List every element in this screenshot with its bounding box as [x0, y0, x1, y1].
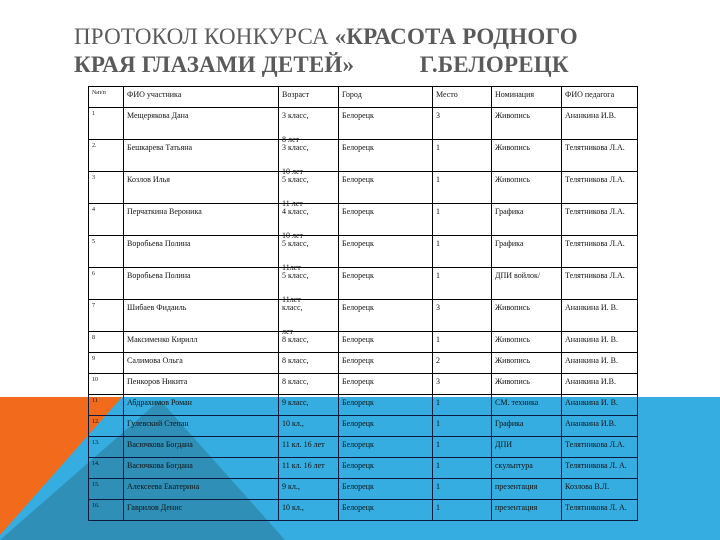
cell-row-number [89, 268, 124, 300]
column-header: Место [433, 87, 492, 108]
nomination: Графика [495, 207, 524, 216]
city: Белорецк [342, 239, 374, 248]
row-number: 10 [92, 377, 98, 383]
cell-city [339, 353, 433, 374]
cell-row-number [89, 458, 124, 479]
place: 2 [436, 356, 440, 365]
age: 5 класс, [282, 271, 309, 280]
participant-name: Мещерякова Дана [127, 111, 189, 120]
row-number: 12. [92, 419, 100, 425]
city: Белорецк [342, 419, 374, 428]
cell-row-number [89, 300, 124, 332]
teacher: Козлова В.Л. [565, 482, 610, 491]
cell-nomination [492, 374, 562, 395]
cell-city [339, 458, 433, 479]
cell-city [339, 332, 433, 353]
city: Белорецк [342, 461, 374, 470]
cell-participant-name [124, 479, 279, 500]
cell-participant-name [124, 204, 279, 236]
cell-participant-name [124, 458, 279, 479]
age: 8 класс, [282, 377, 309, 386]
page-title-line-2 [74, 52, 569, 78]
cell-nomination [492, 416, 562, 437]
nomination: Живопись [495, 377, 530, 386]
row-number: 6 [92, 271, 95, 277]
teacher: Телятникова Л.А. [565, 143, 625, 152]
cell-place [433, 458, 492, 479]
participant-name: Шибаев Фидаиль [127, 303, 187, 312]
place: 1 [436, 175, 440, 184]
cell-participant-name [124, 300, 279, 332]
cell-participant-name [124, 395, 279, 416]
table-row [89, 332, 638, 353]
row-number: 13. [92, 440, 100, 446]
row-number: 7 [92, 303, 95, 309]
cell-participant-name [124, 353, 279, 374]
nomination: Живопись [495, 143, 530, 152]
row-number: 4 [92, 207, 95, 213]
age: 9 класс, [282, 398, 309, 407]
nomination: Живопись [495, 356, 530, 365]
city: Белорецк [342, 440, 374, 449]
city: Белорецк [342, 175, 374, 184]
teacher: Телятникова Л.А. [565, 440, 625, 449]
age: 5 класс, [282, 175, 309, 184]
participant-name: Гаврилов Денис [127, 503, 183, 512]
city: Белорецк [342, 356, 374, 365]
place: 3 [436, 377, 440, 386]
city: Белорецк [342, 503, 374, 512]
cell-city [339, 374, 433, 395]
results-table [88, 86, 638, 521]
city: Белорецк [342, 482, 374, 491]
table-row [89, 458, 638, 479]
teacher: Ананкина И.В. [565, 111, 617, 120]
cell-age [279, 479, 339, 500]
age-years: 11лет [282, 295, 301, 304]
cell-city [339, 140, 433, 172]
age: 9 кл., [282, 482, 300, 491]
teacher: Ананкина И. В. [565, 356, 619, 365]
nomination: скульптура [495, 461, 533, 470]
place: 3 [436, 303, 440, 312]
participant-name: Максименко Кирилл [127, 335, 198, 344]
cell-teacher [562, 236, 638, 268]
teacher: Ананкина И. В. [565, 398, 619, 407]
teacher: Ананкина И. В. [565, 335, 619, 344]
cell-row-number [89, 395, 124, 416]
cell-teacher [562, 458, 638, 479]
city: Белорецк [342, 377, 374, 386]
cell-age [279, 353, 339, 374]
participant-name: Гулевский Степан [127, 419, 189, 428]
cell-teacher [562, 140, 638, 172]
cell-age [279, 416, 339, 437]
title-part: ПРОТОКОЛ КОНКУРСА [74, 24, 335, 49]
row-number: 14. [92, 461, 100, 467]
place: 1 [436, 239, 440, 248]
teacher: Телятникова Л. А. [565, 503, 627, 512]
cell-nomination [492, 458, 562, 479]
cell-age [279, 500, 339, 521]
age-years: 11 лет [282, 199, 303, 208]
teacher: Ананкина И.В. [565, 419, 617, 428]
row-number: 2. [92, 143, 97, 149]
teacher: Телятникова Л. А. [565, 461, 627, 470]
cell-nomination [492, 395, 562, 416]
row-number: 5 [92, 239, 95, 245]
table-row [89, 140, 638, 172]
row-number: 8 [92, 335, 95, 341]
city: Белорецк [342, 143, 374, 152]
participant-name: Васючкова Богдана [127, 461, 193, 470]
column-header: Номинация [492, 87, 562, 108]
age: 8 класс, [282, 356, 309, 365]
age: 3 класс, [282, 111, 309, 120]
cell-teacher [562, 332, 638, 353]
age-years: 10 лет [282, 231, 304, 240]
cell-place [433, 300, 492, 332]
cell-place [433, 479, 492, 500]
table-row [89, 300, 638, 332]
cell-row-number [89, 108, 124, 140]
row-number: 9 [92, 356, 95, 362]
city: Белорецк [342, 398, 374, 407]
row-number: 11 [92, 398, 98, 404]
cell-teacher [562, 353, 638, 374]
age: 10 кл., [282, 503, 304, 512]
participant-name: Воробьева Полина [127, 271, 191, 280]
cell-row-number [89, 353, 124, 374]
age: 11 кл. 16 лет [282, 440, 325, 449]
cell-place [433, 204, 492, 236]
row-number: 16. [92, 503, 100, 509]
table-row [89, 108, 638, 140]
table-row [89, 204, 638, 236]
cell-place [433, 140, 492, 172]
table-row [89, 268, 638, 300]
cell-city [339, 416, 433, 437]
cell-teacher [562, 374, 638, 395]
cell-teacher [562, 416, 638, 437]
participant-name: Салимова Ольга [127, 356, 183, 365]
cell-row-number [89, 236, 124, 268]
cell-participant-name [124, 108, 279, 140]
cell-teacher [562, 479, 638, 500]
age: класс, [282, 303, 303, 312]
place: 1 [436, 398, 440, 407]
cell-nomination [492, 479, 562, 500]
cell-participant-name [124, 332, 279, 353]
table-row [89, 479, 638, 500]
title-part: КРАЯ ГЛАЗАМИ ДЕТЕЙ» [74, 52, 355, 77]
cell-age [279, 458, 339, 479]
cell-teacher [562, 300, 638, 332]
city: Белорецк [342, 335, 374, 344]
cell-place [433, 236, 492, 268]
cell-participant-name [124, 268, 279, 300]
cell-place [433, 108, 492, 140]
column-header: ФИО участника [124, 87, 279, 108]
cell-nomination [492, 108, 562, 140]
nomination: Живопись [495, 111, 530, 120]
age-years: лет [282, 327, 294, 336]
teacher: Телятникова Л.А. [565, 175, 625, 184]
cell-teacher [562, 395, 638, 416]
table-row [89, 395, 638, 416]
nomination: ДПИ войлок/ [495, 271, 541, 280]
cell-place [433, 374, 492, 395]
cell-row-number [89, 500, 124, 521]
cell-row-number [89, 374, 124, 395]
city: Белорецк [342, 207, 374, 216]
cell-teacher [562, 204, 638, 236]
column-header: Город [339, 87, 433, 108]
row-number: 15. [92, 482, 100, 488]
age-years: 11лет [282, 263, 301, 272]
cell-nomination [492, 353, 562, 374]
cell-participant-name [124, 500, 279, 521]
cell-row-number [89, 437, 124, 458]
teacher: Телятникова Л.А. [565, 239, 625, 248]
title-city: Г.БЕЛОРЕЦК [419, 52, 569, 77]
cell-nomination [492, 268, 562, 300]
cell-city [339, 236, 433, 268]
age: 11 кл. 16 лет [282, 461, 325, 470]
table-row [89, 236, 638, 268]
cell-place [433, 332, 492, 353]
cell-city [339, 395, 433, 416]
cell-place [433, 172, 492, 204]
teacher: Телятникова Л.А. [565, 271, 625, 280]
teacher: Телятникова Л.А. [565, 207, 625, 216]
place: 1 [436, 335, 440, 344]
nomination: СМ. техника [495, 398, 539, 407]
cell-place [433, 395, 492, 416]
participant-name: Пенкоров Никита [127, 377, 188, 386]
cell-row-number [89, 140, 124, 172]
place: 1 [436, 503, 440, 512]
participant-name: Абдрахимов Роман [127, 398, 192, 407]
age-years: 10 лет [282, 167, 304, 176]
cell-nomination [492, 332, 562, 353]
city: Белорецк [342, 303, 374, 312]
cell-age [279, 437, 339, 458]
cell-participant-name [124, 374, 279, 395]
participant-name: Васючкова Богдана [127, 440, 193, 449]
cell-age [279, 172, 339, 208]
cell-age [279, 108, 339, 144]
cell-city [339, 172, 433, 204]
nomination: ДПИ [495, 440, 513, 449]
nomination: презентация [495, 503, 538, 512]
city: Белорецк [342, 111, 374, 120]
table-row [89, 374, 638, 395]
column-header: ФИО педагога [562, 87, 638, 108]
place: 1 [436, 461, 440, 470]
place: 1 [436, 419, 440, 428]
cell-age [279, 204, 339, 240]
teacher: Ананкина И. В. [565, 303, 619, 312]
cell-age [279, 332, 339, 353]
nomination: презентация [495, 482, 538, 491]
cell-teacher [562, 172, 638, 204]
cell-city [339, 479, 433, 500]
cell-city [339, 300, 433, 332]
cell-place [433, 500, 492, 521]
nomination: Живопись [495, 303, 530, 312]
teacher: Ананкина И.В. [565, 377, 617, 386]
cell-city [339, 204, 433, 236]
cell-place [433, 437, 492, 458]
cell-age [279, 236, 339, 272]
table-header-row [89, 87, 638, 108]
age: 5 класс, [282, 239, 309, 248]
age: 4 класс, [282, 207, 309, 216]
place: 1 [436, 207, 440, 216]
cell-participant-name [124, 172, 279, 204]
age: 8 класс, [282, 335, 309, 344]
cell-nomination [492, 437, 562, 458]
cell-row-number [89, 479, 124, 500]
place: 1 [436, 482, 440, 491]
cell-row-number [89, 332, 124, 353]
column-header: №п/п [89, 87, 124, 108]
participant-name: Воробьева Полина [127, 239, 191, 248]
cell-nomination [492, 172, 562, 204]
cell-age [279, 268, 339, 304]
age: 3 класс, [282, 143, 309, 152]
cell-place [433, 353, 492, 374]
cell-nomination [492, 204, 562, 236]
cell-city [339, 500, 433, 521]
cell-age [279, 140, 339, 176]
city: Белорецк [342, 271, 374, 280]
cell-nomination [492, 236, 562, 268]
cell-teacher [562, 437, 638, 458]
cell-teacher [562, 108, 638, 140]
nomination: Графика [495, 419, 524, 428]
cell-nomination [492, 140, 562, 172]
cell-participant-name [124, 140, 279, 172]
age: 10 кл., [282, 419, 304, 428]
nomination: Графика [495, 239, 524, 248]
cell-participant-name [124, 416, 279, 437]
cell-row-number [89, 416, 124, 437]
cell-teacher [562, 268, 638, 300]
participant-name: Перчаткина Вероника [127, 207, 202, 216]
cell-nomination [492, 500, 562, 521]
nomination: Живопись [495, 175, 530, 184]
cell-city [339, 437, 433, 458]
row-number: 3 [92, 175, 95, 181]
cell-place [433, 416, 492, 437]
cell-nomination [492, 300, 562, 332]
table-row [89, 437, 638, 458]
cell-age [279, 395, 339, 416]
place: 1 [436, 440, 440, 449]
table-row [89, 353, 638, 374]
age-years: 8 лет [282, 135, 300, 144]
column-header: Возраст [279, 87, 339, 108]
cell-age [279, 300, 339, 336]
participant-name: Бешкарева Татьяна [127, 143, 193, 152]
cell-city [339, 108, 433, 140]
place: 1 [436, 271, 440, 280]
cell-teacher [562, 500, 638, 521]
cell-row-number [89, 172, 124, 204]
place: 1 [436, 143, 440, 152]
row-number: 1 [92, 111, 95, 117]
cell-row-number [89, 204, 124, 236]
cell-participant-name [124, 236, 279, 268]
participant-name: Алексеева Екатерина [127, 482, 200, 491]
participant-name: Козлов Илья [127, 175, 170, 184]
table-row [89, 500, 638, 521]
title-part: «КРАСОТА РОДНОГО [334, 24, 578, 49]
cell-place [433, 268, 492, 300]
nomination: Живопись [495, 335, 530, 344]
cell-participant-name [124, 437, 279, 458]
page-title-line-1 [74, 24, 578, 50]
table-row [89, 416, 638, 437]
table-row [89, 172, 638, 204]
cell-age [279, 374, 339, 395]
place: 3 [436, 111, 440, 120]
cell-city [339, 268, 433, 300]
